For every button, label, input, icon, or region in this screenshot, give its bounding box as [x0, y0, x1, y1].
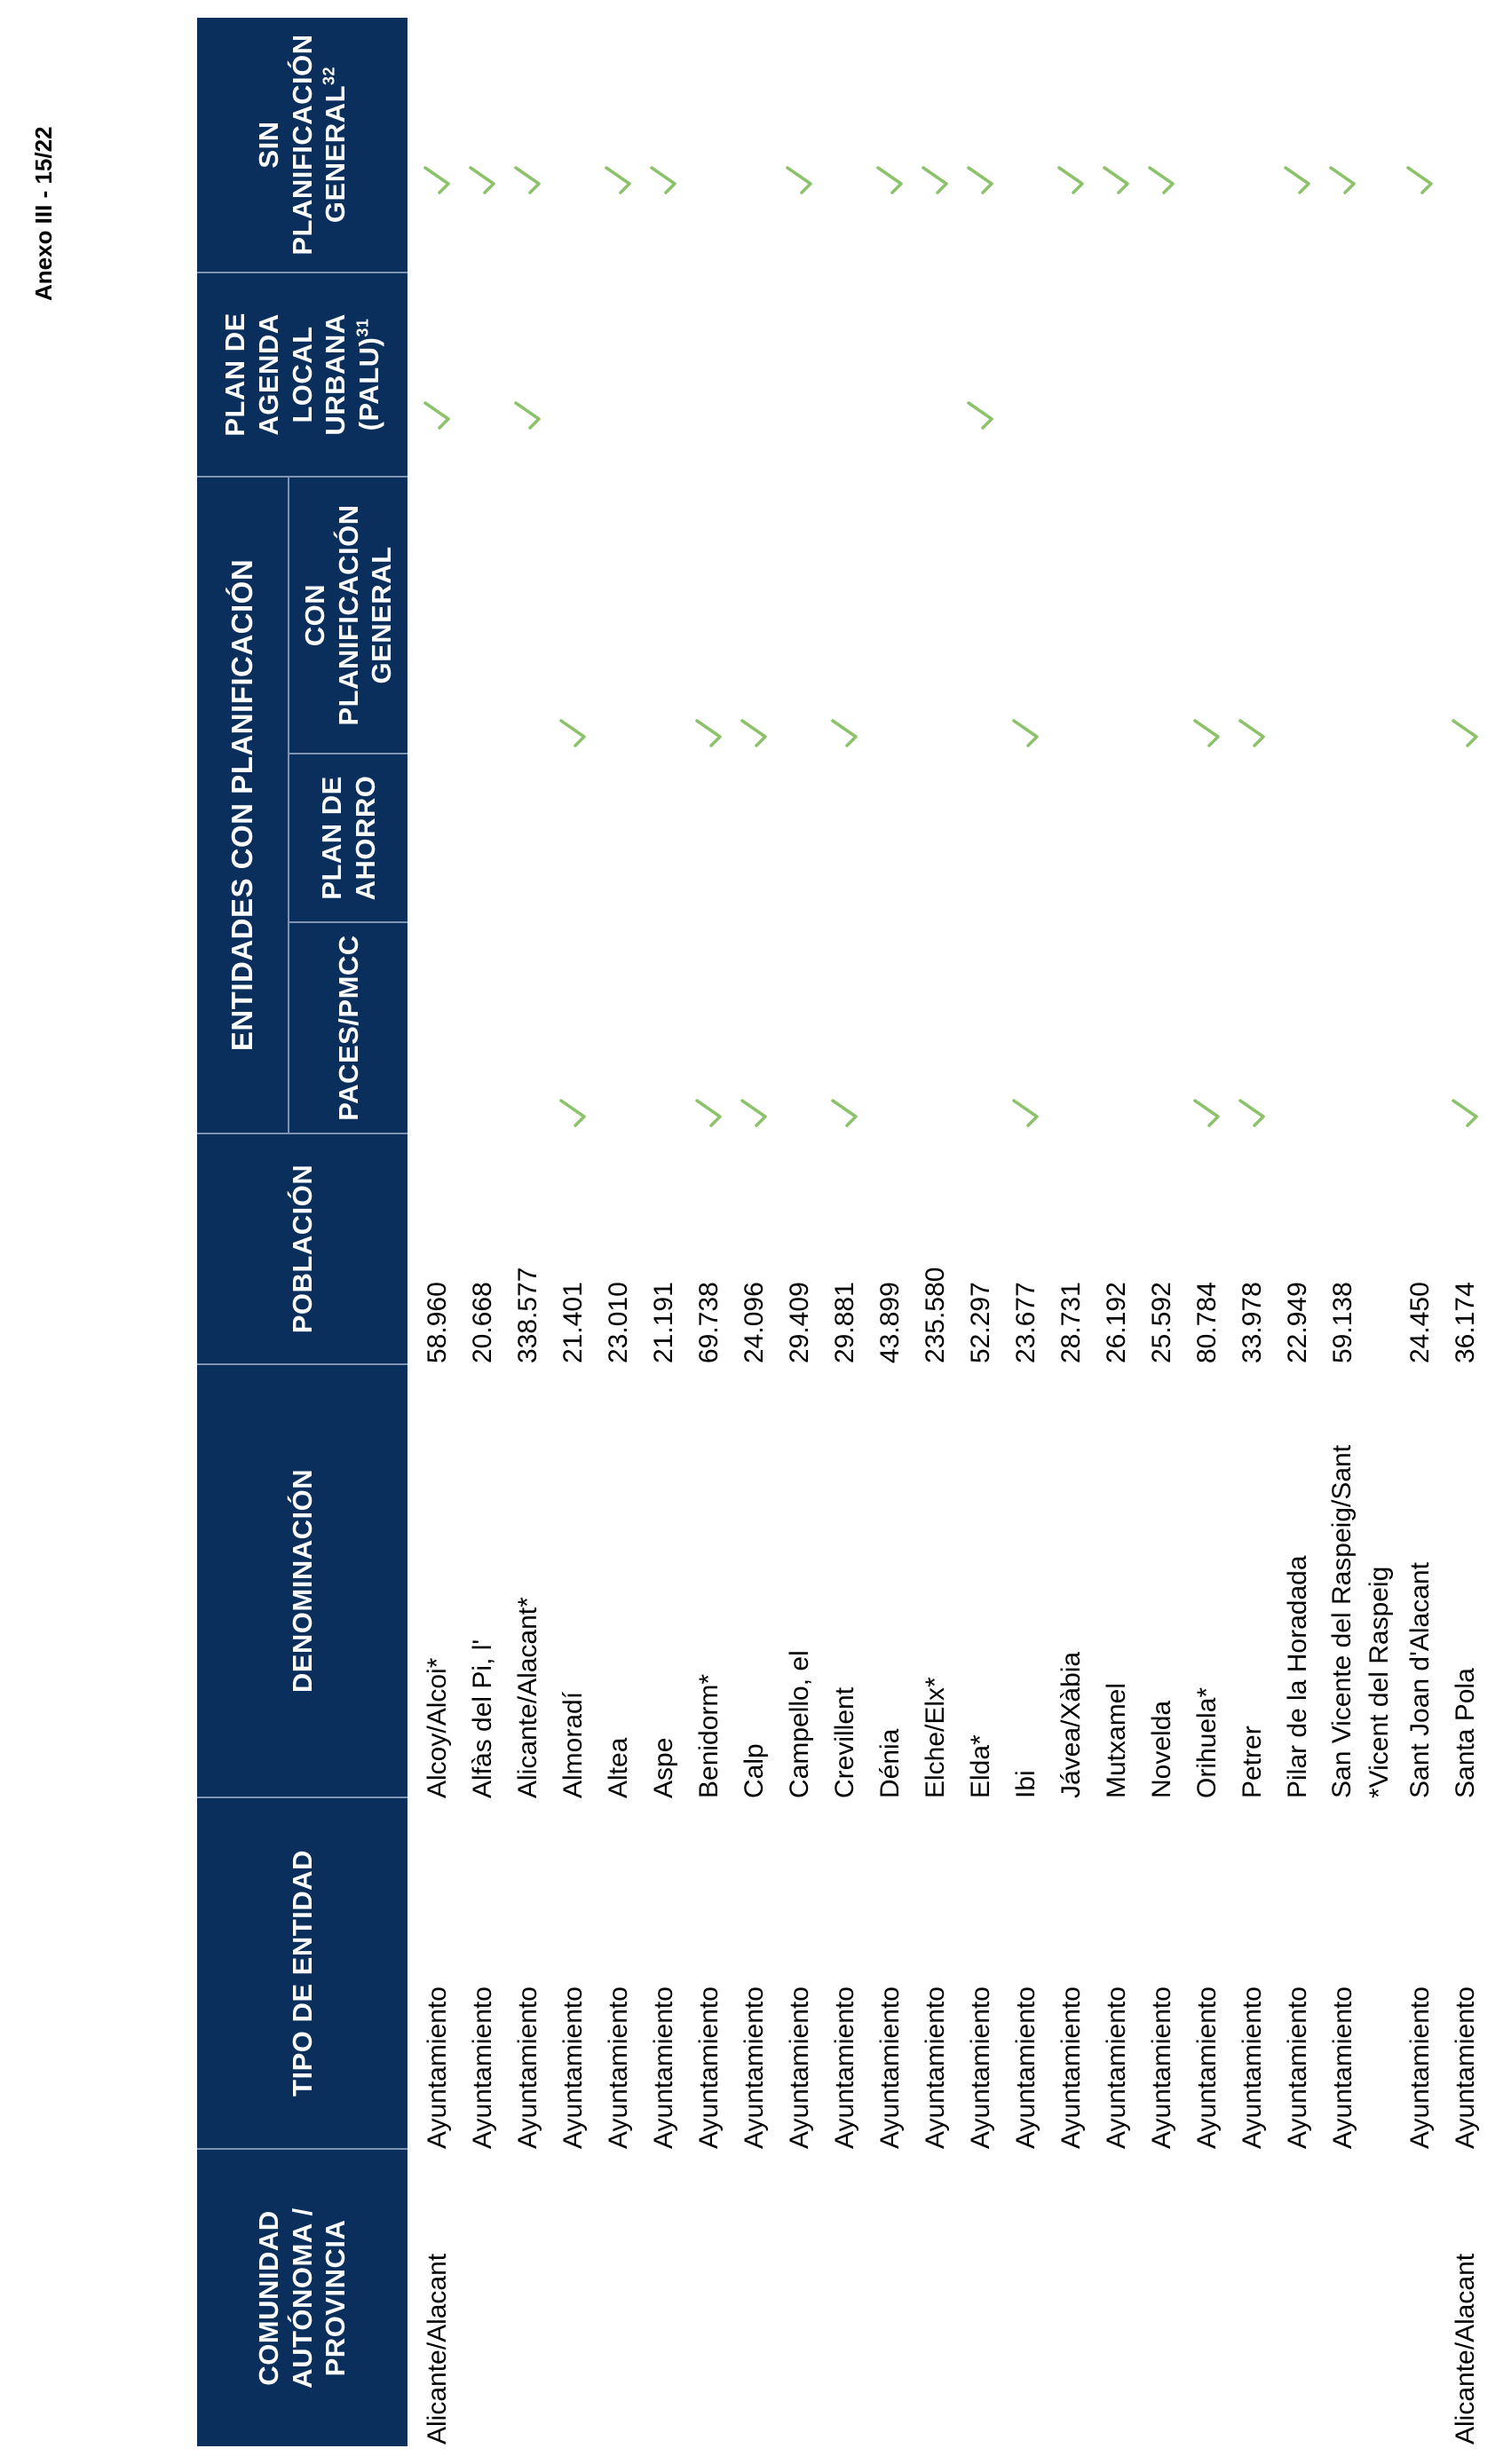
check-paces-icon: [1009, 1097, 1042, 1129]
cell-tipo: Ayuntamiento: [1283, 1986, 1312, 2149]
cell-tipo: Ayuntamiento: [875, 1986, 905, 2149]
cell-poblacion: 338.577: [513, 1267, 542, 1363]
cell-poblacion: 22.949: [1283, 1282, 1312, 1363]
check-con-planificacion-icon: [1235, 717, 1269, 749]
check-palu-icon: [420, 399, 454, 431]
cell-denominacion: Alfàs del Pi, l': [468, 1639, 497, 1798]
check-con-planificacion-icon: [1009, 717, 1042, 749]
cell-denominacion: Elda*: [966, 1734, 995, 1798]
cell-denominacion: Petrer: [1238, 1726, 1267, 1798]
check-paces-icon: [1235, 1097, 1269, 1129]
check-con-planificacion-icon: [692, 717, 725, 749]
cell-poblacion: 21.191: [649, 1282, 678, 1363]
cell-comunidad: Alicante/Alacant: [423, 2253, 452, 2444]
cell-tipo: Ayuntamiento: [921, 1986, 950, 2149]
cell-tipo: Ayuntamiento: [604, 1986, 633, 2149]
table-row: [1446, 18, 1491, 2446]
cell-denominacion: Ibi: [1011, 1770, 1040, 1798]
cell-tipo: Ayuntamiento: [966, 1986, 995, 2149]
cell-poblacion: 43.899: [875, 1282, 905, 1363]
header-tipo: TIPO DE ENTIDAD: [197, 1798, 407, 2150]
cell-tipo: Ayuntamiento: [513, 1986, 542, 2149]
check-paces-icon: [1190, 1097, 1223, 1129]
cell-tipo: Ayuntamiento: [1238, 1986, 1267, 2149]
cell-denominacion: Campello, el: [785, 1650, 814, 1798]
header-palu-note: 31: [353, 318, 372, 337]
check-sin-planificacion-icon: [918, 164, 952, 196]
table-row: [735, 18, 780, 2446]
cell-poblacion: 29.409: [785, 1282, 814, 1363]
cell-denominacion: Dénia: [875, 1728, 905, 1798]
check-sin-planificacion-icon: [963, 164, 997, 196]
check-sin-planificacion-icon: [1280, 164, 1314, 196]
cell-denominacion: Almoradí: [558, 1691, 588, 1798]
check-palu-icon: [510, 399, 544, 431]
cell-denominacion: Mutxamel: [1102, 1682, 1131, 1798]
cell-denominacion: Benidorm*: [694, 1673, 724, 1798]
header-palu: [197, 273, 407, 478]
check-paces-icon: [827, 1097, 861, 1129]
cell-denominacion: Alcoy/Alcoi*: [423, 1657, 452, 1798]
cell-denominacion: Novelda: [1147, 1700, 1176, 1798]
cell-tipo: Ayuntamiento: [1405, 1986, 1435, 2149]
cell-poblacion: 33.978: [1238, 1282, 1267, 1363]
header-plan-ahorro: PLAN DE AHORRO: [288, 754, 407, 923]
cell-poblacion: 23.677: [1011, 1282, 1040, 1363]
check-sin-planificacion-icon: [1054, 164, 1088, 196]
table-row: [1233, 18, 1278, 2446]
cell-poblacion: 235.580: [921, 1267, 950, 1363]
table-row: [961, 18, 1007, 2446]
table-row: [1097, 18, 1143, 2446]
cell-denominacion: Crevillent: [830, 1686, 859, 1798]
cell-poblacion: 80.784: [1192, 1282, 1222, 1363]
table-row: [509, 18, 554, 2446]
check-con-planificacion-icon: [737, 717, 771, 749]
check-sin-planificacion-icon: [873, 164, 906, 196]
cell-poblacion: 36.174: [1451, 1282, 1480, 1363]
cell-poblacion: 28.731: [1056, 1282, 1086, 1363]
header-sin-planificacion: [197, 18, 407, 273]
header-con-planificacion: CON PLANIFICACIÓN GENERAL: [288, 478, 407, 754]
cell-tipo: Ayuntamiento: [740, 1986, 769, 2149]
cell-denominacion: Sant Joan d'Alacant: [1405, 1562, 1435, 1798]
check-sin-planificacion-icon: [1144, 164, 1178, 196]
check-con-planificacion-icon: [556, 717, 589, 749]
cell-tipo: Ayuntamiento: [1451, 1986, 1480, 2149]
table-row: [554, 18, 599, 2446]
cell-poblacion: 24.096: [740, 1282, 769, 1363]
cell-tipo: Ayuntamiento: [1011, 1986, 1040, 2149]
cell-poblacion: 59.138: [1328, 1282, 1357, 1363]
table-row: [916, 18, 961, 2446]
page-label: Anexo III - 15/22: [30, 126, 57, 301]
check-palu-icon: [963, 399, 997, 431]
cell-tipo: Ayuntamiento: [694, 1986, 724, 2149]
cell-denominacion: Elche/Elx*: [921, 1677, 950, 1798]
cell-tipo: Ayuntamiento: [558, 1986, 588, 2149]
header-denominacion: DENOMINACIÓN: [197, 1365, 407, 1798]
cell-tipo: Ayuntamiento: [1102, 1986, 1131, 2149]
cell-poblacion: 23.010: [604, 1282, 633, 1363]
cell-denominacion: Jávea/Xàbia: [1056, 1651, 1086, 1798]
table-row: [599, 18, 645, 2446]
check-sin-planificacion-icon: [1325, 164, 1359, 196]
check-con-planificacion-icon: [1190, 717, 1223, 749]
cell-poblacion: 58.960: [423, 1282, 452, 1363]
cell-tipo: Ayuntamiento: [423, 1986, 452, 2149]
check-paces-icon: [692, 1097, 725, 1129]
table-row: [1401, 18, 1446, 2446]
header-palu-text: PLAN DE AGENDA LOCAL URBANA (PALU): [218, 312, 385, 437]
check-sin-planificacion-icon: [782, 164, 816, 196]
header-sin-note: 32: [320, 66, 339, 85]
cell-poblacion: 69.738: [694, 1282, 724, 1363]
cell-poblacion: 25.592: [1147, 1282, 1176, 1363]
header-sin-text: SIN PLANIFICACIÓN GENERAL: [252, 34, 352, 256]
table-row: [1007, 18, 1052, 2446]
cell-tipo: Ayuntamiento: [785, 1986, 814, 2149]
table-row: [826, 18, 871, 2446]
header-comunidad: COMUNIDAD AUTÓNOMA / PROVINCIA: [197, 2150, 407, 2446]
cell-tipo: Ayuntamiento: [1147, 1986, 1176, 2149]
table-row: [1278, 18, 1324, 2446]
cell-denominacion: Pilar de la Horadada: [1283, 1555, 1312, 1798]
cell-tipo: Ayuntamiento: [468, 1986, 497, 2149]
table-row: [463, 18, 509, 2446]
header-paces: PACES/PMCC: [288, 923, 407, 1134]
cell-denominacion: Orihuela*: [1192, 1686, 1222, 1798]
cell-tipo: Ayuntamiento: [649, 1986, 678, 2149]
cell-comunidad: Alicante/Alacant: [1451, 2253, 1480, 2444]
check-sin-planificacion-icon: [465, 164, 499, 196]
table-row: [780, 18, 826, 2446]
table-header: [197, 18, 407, 2446]
check-sin-planificacion-icon: [601, 164, 635, 196]
cell-poblacion: 24.450: [1405, 1282, 1435, 1363]
table-row: [418, 18, 463, 2446]
table-row: [690, 18, 735, 2446]
table-row: [645, 18, 690, 2446]
header-poblacion: POBLACIÓN: [197, 1134, 407, 1365]
header-entidades-group: ENTIDADES CON PLANIFICACIÓN: [197, 478, 288, 1134]
cell-tipo: Ayuntamiento: [1056, 1986, 1086, 2149]
cell-denominacion: San Vicente del Raspeig/Sant *Vicent del Raspeig: [1327, 1444, 1394, 1798]
cell-denominacion: Alicante/Alacant*: [513, 1597, 542, 1798]
cell-poblacion: 21.401: [558, 1282, 588, 1363]
cell-poblacion: 52.297: [966, 1282, 995, 1363]
table-row: [1052, 18, 1097, 2446]
table-row: [1188, 18, 1233, 2446]
check-con-planificacion-icon: [827, 717, 861, 749]
cell-tipo: Ayuntamiento: [830, 1986, 859, 2149]
cell-poblacion: 29.881: [830, 1282, 859, 1363]
table-row: [1143, 18, 1188, 2446]
cell-denominacion: Santa Pola: [1451, 1668, 1480, 1798]
cell-poblacion: 26.192: [1102, 1282, 1131, 1363]
check-sin-planificacion-icon: [1403, 164, 1436, 196]
check-sin-planificacion-icon: [1099, 164, 1133, 196]
check-sin-planificacion-icon: [646, 164, 680, 196]
check-paces-icon: [737, 1097, 771, 1129]
cell-denominacion: Calp: [740, 1743, 769, 1798]
cell-poblacion: 20.668: [468, 1282, 497, 1363]
cell-denominacion: Altea: [604, 1737, 633, 1798]
check-paces-icon: [556, 1097, 589, 1129]
cell-tipo: Ayuntamiento: [1328, 1986, 1357, 2149]
table-row: [871, 18, 916, 2446]
table-row: [1324, 18, 1401, 2446]
check-con-planificacion-icon: [1448, 717, 1482, 749]
cell-tipo: Ayuntamiento: [1192, 1986, 1222, 2149]
cell-denominacion: Aspe: [649, 1737, 678, 1798]
check-sin-planificacion-icon: [420, 164, 454, 196]
check-paces-icon: [1448, 1097, 1482, 1129]
check-sin-planificacion-icon: [510, 164, 544, 196]
